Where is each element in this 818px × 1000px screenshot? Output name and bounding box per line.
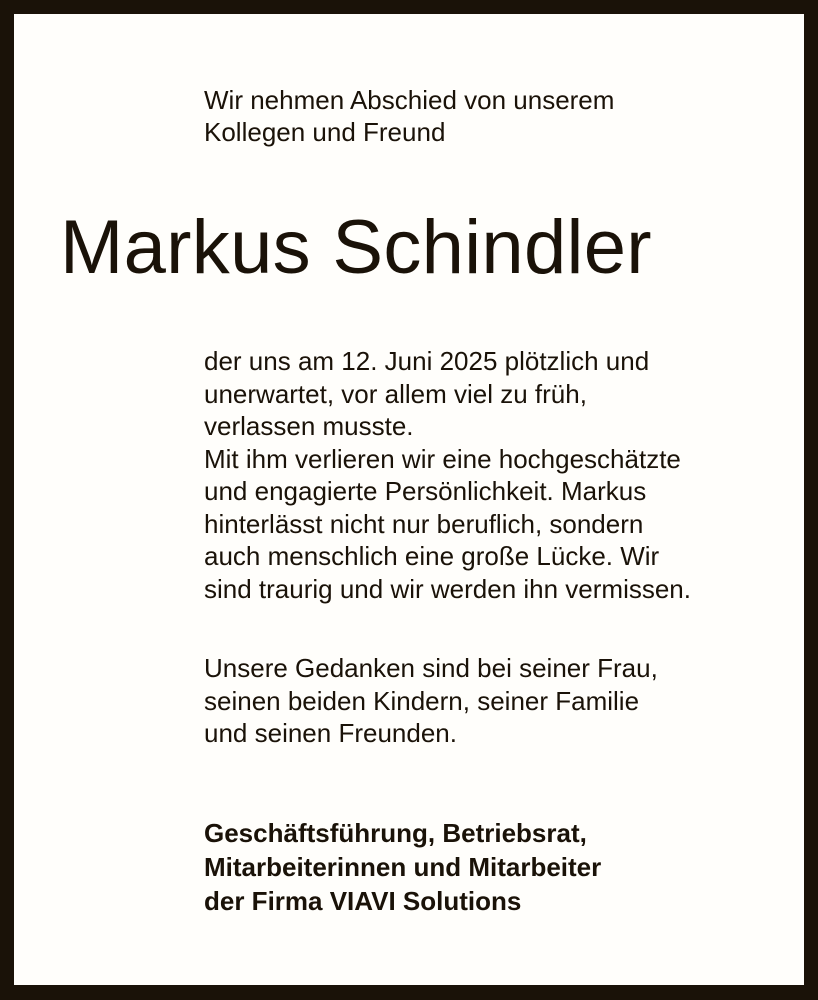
condolence-line: und seinen Freunden.	[204, 718, 457, 748]
intro-line: Kollegen und Freund	[204, 117, 446, 147]
deceased-name: Markus Schindler	[60, 205, 652, 290]
signature-line: der Firma VIAVI Solutions	[204, 886, 522, 916]
intro-line: Wir nehmen Abschied von unserem	[204, 85, 615, 115]
signature-line: Geschäftsführung, Betriebsrat,	[204, 818, 587, 848]
body-line: sind traurig und wir werden ihn vermissen.	[204, 573, 691, 604]
condolence-line: seinen beiden Kindern, seiner Familie	[204, 685, 640, 716]
signature-block	[204, 816, 601, 918]
condolence-line: Unsere Gedanken sind bei seiner Frau,	[204, 653, 658, 683]
body-line: auch menschlich eine große Lücke. Wir	[204, 541, 660, 571]
body-line: Mit ihm verlieren wir eine hochgeschätzte	[204, 443, 681, 474]
condolence-text	[204, 652, 658, 750]
body-line: der uns am 12. Juni 2025 plötzlich und	[204, 346, 650, 376]
body-line: unerwartet, vor allem viel zu früh,	[204, 378, 587, 409]
body-text	[204, 345, 691, 605]
intro-text	[204, 84, 614, 148]
signature-line: Mitarbeiterinnen und Mitarbeiter	[204, 852, 602, 882]
body-line: hinterlässt nicht nur beruflich, sondern	[204, 508, 644, 539]
body-line: verlassen musste.	[204, 411, 414, 441]
body-line: und engagierte Persönlichkeit. Markus	[204, 476, 647, 506]
